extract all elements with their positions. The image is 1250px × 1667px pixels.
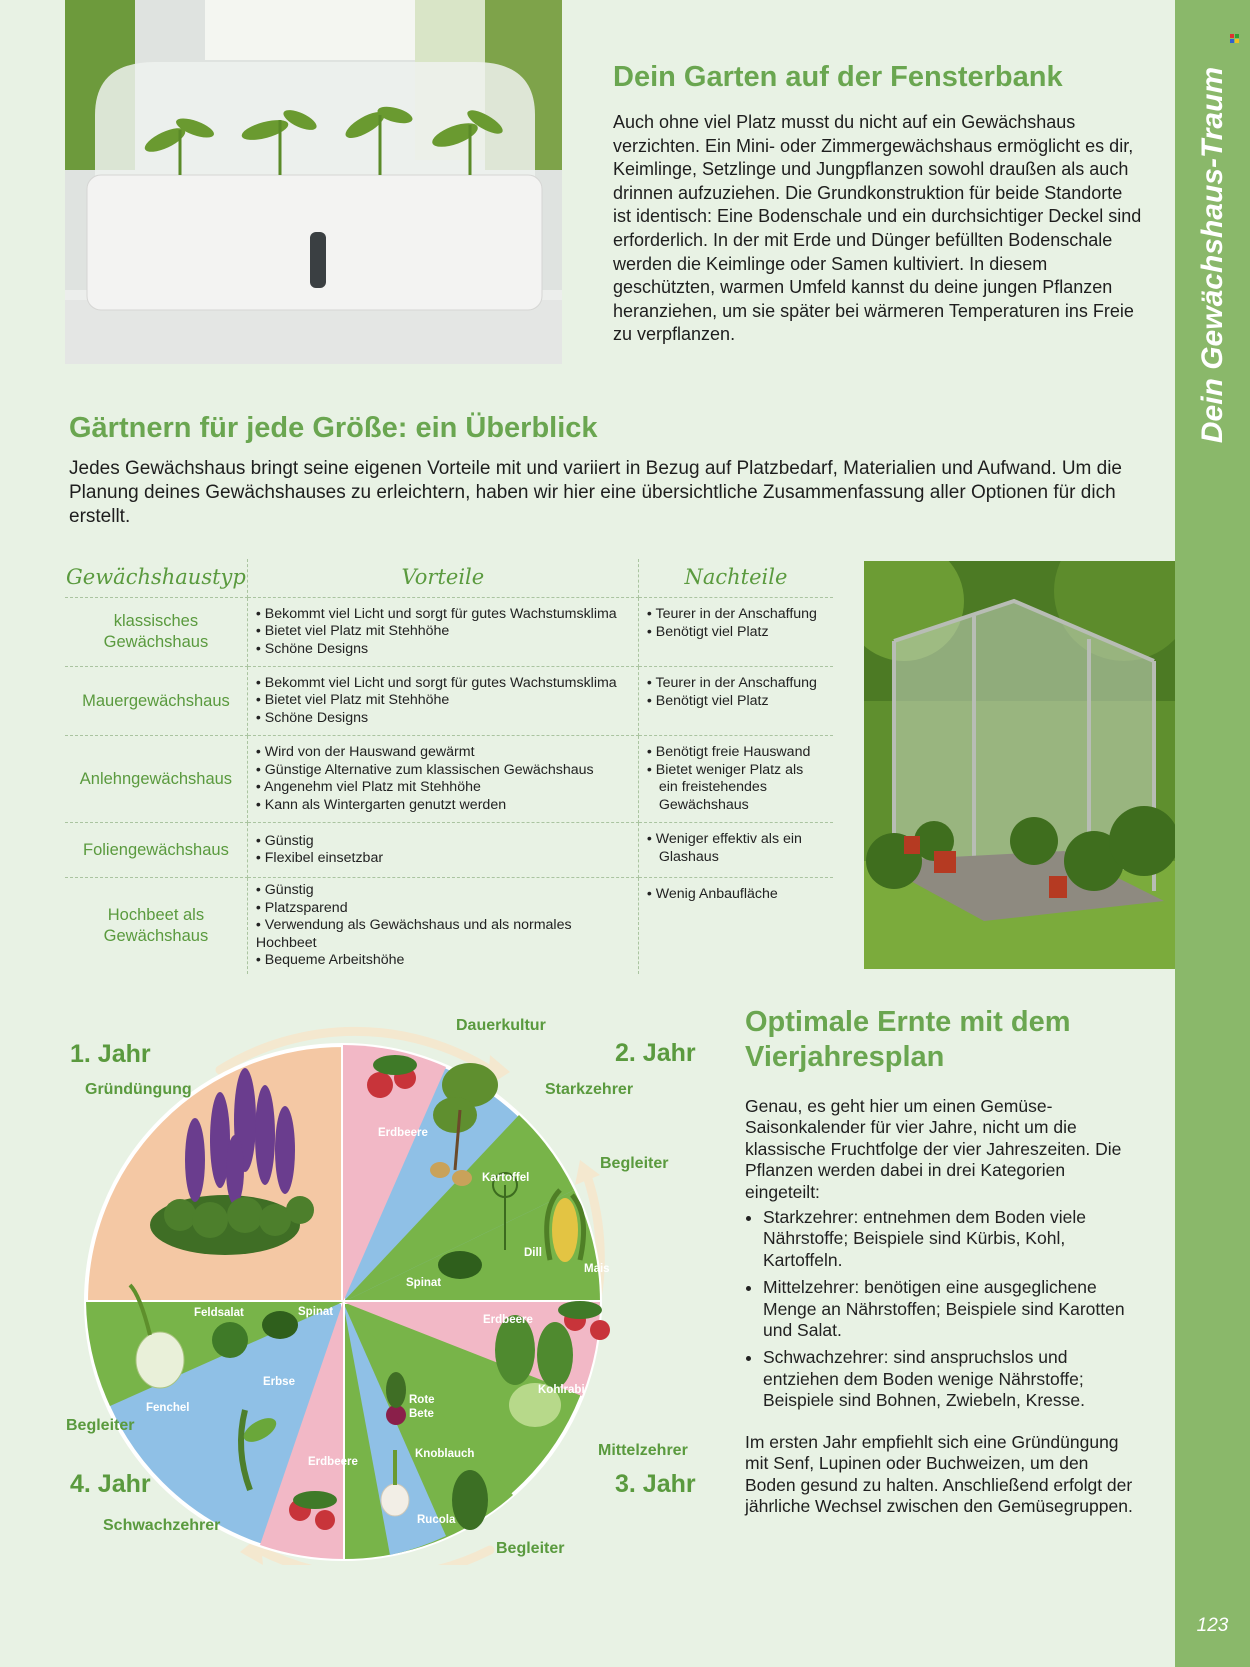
- plant-label-erdbeere: Erdbeere: [308, 1456, 358, 1468]
- section-title-fensterbank: Dein Garten auf der Fensterbank: [613, 61, 1063, 93]
- plant-label-feldsalat: Feldsalat: [194, 1307, 244, 1319]
- con-item: • Wenig Anbaufläche: [646, 886, 778, 902]
- con-item: • Teurer in der Anschaffung: [646, 606, 817, 622]
- cons-cell: [638, 598, 833, 667]
- pro-item: • Bietet viel Platz mit Stehhöhe: [255, 623, 450, 640]
- category-label-dauerkultur: Dauerkultur: [456, 1017, 546, 1034]
- rucola-icon: [452, 1470, 488, 1530]
- category-label-schwachzehrer: Schwachzehrer: [103, 1517, 221, 1534]
- lambs-lettuce-icon: [212, 1322, 248, 1358]
- con-item: • Teurer in der Anschaffung: [646, 675, 817, 691]
- pro-item: • Bekommt viel Licht und sorgt für gutes Wachstumsklima: [255, 674, 617, 691]
- cons-cell: [638, 667, 833, 736]
- garden-greenhouse-photo: [864, 561, 1175, 969]
- pros-cell: [247, 823, 638, 878]
- pro-item: • Bequeme Arbeitshöhe: [255, 952, 405, 968]
- con-item: • Benötigt viel Platz: [646, 623, 769, 640]
- plant-label-erbse: Erbse: [263, 1376, 295, 1388]
- type-cell: Mauergewächshaus: [65, 667, 247, 736]
- table-row: [65, 823, 833, 878]
- section-title-ueberblick: Gärtnern für jede Größe: ein Überblick: [69, 412, 598, 444]
- type-cell: klassisches Gewächshaus: [65, 598, 247, 667]
- greenhouse-overview-table: [65, 559, 833, 974]
- table-row: [65, 667, 833, 736]
- table-row: [65, 736, 833, 823]
- category-label-starkzehrer: Starkzehrer: [545, 1081, 634, 1098]
- category-label-gruenduengung: Gründüngung: [85, 1081, 192, 1098]
- beetroot-icon: [386, 1372, 406, 1425]
- con-item: • Benötigt viel Platz: [646, 692, 769, 709]
- pro-item: • Günstig: [255, 832, 314, 849]
- year-label-4: 4. Jahr: [70, 1470, 151, 1498]
- section-text-ueberblick: Jedes Gewächshaus bringt seine eigenen Vorteile mit und variiert in Bezug auf Platzbedarf, Materialien und Aufwand. Um die Planung deines Gewächshauses zu erleichtern, haben wir hier eine übersichtliche Zusammenfassung aller Optionen für dich erstellt.: [69, 458, 1122, 527]
- pro-item: • Schöne Designs: [255, 640, 369, 657]
- plant-label-spinat: Spinat: [298, 1306, 334, 1318]
- chapter-title: Dein Gewächshaus-Traum: [1195, 66, 1229, 444]
- plant-label-rote: Rote: [409, 1394, 435, 1406]
- section-text-fensterbank: Auch ohne viel Platz musst du nicht auf ein Gewächshaus verzichten. Ein Mini- oder Zimmergewächshaus ermöglicht es dir, Keimlinge, Setzlinge und Jungpflanzen sowohl draußen als auch drinnen aufzuziehen. Die Grundkonstruktion für beide Standorte ist identisch: Eine Bodenschale und ein durchsichtiger Deckel sind erforderlich. In der mit Erde und Dünger befüllten Bodenschale werden die Keimlinge oder Samen kultiviert. In diesem geschützten, warmen Umfeld kannst du deine jungen Pflanzen heranziehen, um sie später bei wärmeren Temperaturen ins Freie zu verpflanzen.: [613, 112, 1142, 345]
- plant-label-dill: Dill: [524, 1247, 542, 1259]
- list-item: • Starkzehrer: entnehmen dem Boden viele Nährstoffe; Beispiele sind Kürbis, Kohl, Kartoffeln.: [763, 1207, 1148, 1271]
- pro-item: • Schöne Designs: [255, 709, 369, 726]
- section-title-vierjahresplan: Optimale Ernte mit dem Vierjahresplan: [745, 1006, 1071, 1073]
- category-label-begleiter: Begleiter: [600, 1155, 669, 1172]
- year-label-1: 1. Jahr: [70, 1040, 151, 1068]
- table-row: [65, 598, 833, 667]
- type-cell: Foliengewächshaus: [65, 823, 247, 878]
- plant-label-kartoffel: Kartoffel: [482, 1172, 530, 1184]
- plant-label-fenchel: Fenchel: [146, 1402, 190, 1414]
- plant-label-knoblauch: Knoblauch: [415, 1448, 475, 1460]
- type-cell: Hochbeet als Gewächshaus: [65, 878, 247, 974]
- pros-cell: [247, 878, 638, 974]
- category-label-begleiter: Begleiter: [66, 1417, 135, 1434]
- pro-item: • Platzsparend: [255, 899, 348, 916]
- plant-label-kohlrabi: Kohlrabi: [538, 1384, 585, 1396]
- list-item: • Schwachzehrer: sind anspruchslos und entziehen dem Boden wenige Nährstoffe; Beispiele sind Bohnen, Zwiebeln, Kresse.: [763, 1347, 1148, 1411]
- category-label-mittelzehrer: Mittelzehrer: [598, 1442, 688, 1459]
- category-label-begleiter: Begleiter: [496, 1540, 565, 1557]
- con-item: • Bietet weniger Platz als ein freistehendes Gewächshaus: [646, 761, 804, 813]
- pro-item: • Günstige Alternative zum klassischen Gewächshaus: [255, 761, 594, 778]
- section-outro-vierjahresplan: Im ersten Jahr empfiehlt sich eine Gründüngung mit Senf, Lupinen oder Buchweizen, um den Boden gesund zu halten. Anschließend erfolgt der jährliche Wechsel zwischen den Gemüsegruppen.: [745, 1432, 1133, 1517]
- spinach-icon: [438, 1251, 482, 1279]
- plant-label-spinat: Spinat: [406, 1277, 442, 1289]
- pro-item: • Angenehm viel Platz mit Stehhöhe: [255, 779, 481, 795]
- pro-item: • Bekommt viel Licht und sorgt für gutes Wachstumsklima: [255, 605, 617, 622]
- page-number: 123: [1196, 1615, 1229, 1636]
- year-label-3: 3. Jahr: [615, 1470, 696, 1498]
- type-cell: Anlehngewächshaus: [65, 736, 247, 823]
- chapter-sidebar: [1175, 0, 1250, 1667]
- cons-cell: [638, 736, 833, 823]
- pro-item: • Flexibel einsetzbar: [255, 850, 384, 866]
- category-list: [745, 1207, 1148, 1418]
- mini-greenhouse-photo: [65, 0, 562, 364]
- pro-item: • Wird von der Hauswand gewärmt: [255, 744, 475, 760]
- plant-label-rucola: Rucola: [417, 1514, 456, 1526]
- pro-item: • Günstig: [255, 882, 314, 898]
- pro-item: • Kann als Wintergarten genutzt werden: [255, 796, 507, 813]
- plant-label-bete: Bete: [409, 1408, 434, 1420]
- pros-cell: [247, 598, 638, 667]
- plant-label-mais: Mais: [584, 1263, 610, 1275]
- con-item: • Benötigt freie Hauswand: [646, 744, 811, 760]
- header-cons: Nachteile: [638, 559, 833, 598]
- table-row: [65, 878, 833, 974]
- plant-label-erdbeere: Erdbeere: [483, 1314, 533, 1326]
- color-dots-icon: [1230, 34, 1240, 44]
- pros-cell: [247, 667, 638, 736]
- pros-cell: [247, 736, 638, 823]
- spinach-icon: [262, 1311, 298, 1339]
- pro-item: • Verwendung als Gewächshaus und als normales Hochbeet: [255, 917, 572, 951]
- plant-label-erdbeere: Erdbeere: [378, 1127, 428, 1139]
- list-item: • Mittelzehrer: benötigen eine ausgeglichene Menge an Nährstoffen; Beispiele sind Karotten und Salat.: [763, 1277, 1148, 1341]
- con-item: • Weniger effektiv als ein Glashaus: [646, 831, 802, 865]
- pro-item: • Bietet viel Platz mit Stehhöhe: [255, 692, 450, 709]
- header-type: Gewächshaustyp: [65, 559, 247, 598]
- year-label-2: 2. Jahr: [615, 1039, 696, 1067]
- cons-cell: [638, 878, 833, 974]
- header-pros: Vorteile: [247, 559, 638, 598]
- four-year-rotation-wheel: [60, 1010, 710, 1565]
- cons-cell: [638, 823, 833, 878]
- section-intro-vierjahresplan: Genau, es geht hier um einen Gemüse-Saisonkalender für vier Jahre, nicht um die klassische Fruchtfolge der vier Jahreszeiten. Die Pflanzen werden dabei in drei Kategorien eingeteilt:: [745, 1096, 1122, 1202]
